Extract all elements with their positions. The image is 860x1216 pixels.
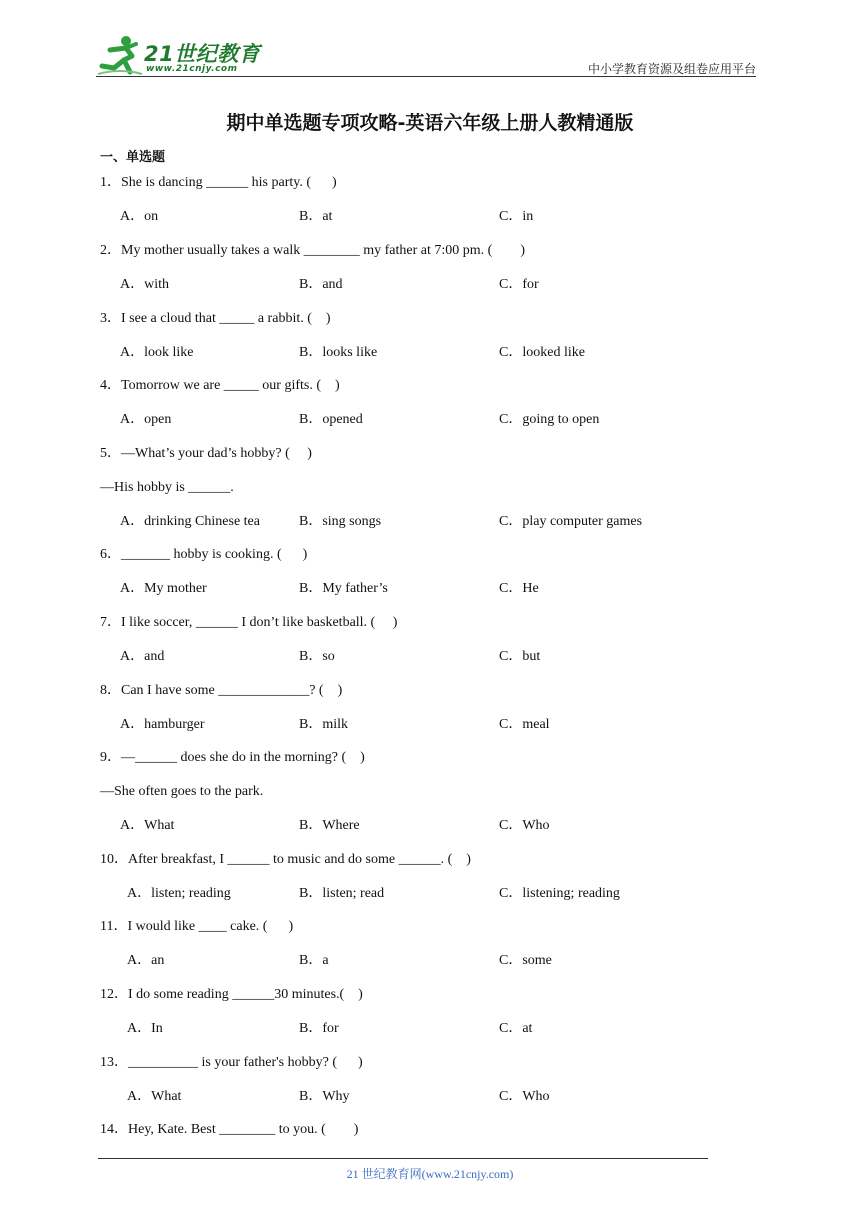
option-c: C．listening; reading — [499, 886, 620, 901]
question-stem: 8．Can I have some _____________? ( ) — [100, 683, 343, 698]
option-b: B．and — [299, 277, 343, 292]
question-stem-continued: —His hobby is ______. — [100, 480, 234, 495]
question-stem: 9．—______ does she do in the morning? ( ) — [100, 750, 365, 765]
footer-link[interactable]: 21 世纪教育网(www.21cnjy.com) — [346, 1167, 514, 1181]
site-logo — [96, 34, 266, 78]
option-c: C．but — [499, 649, 541, 664]
question-stem: 4．Tomorrow we are _____ our gifts. ( ) — [100, 378, 340, 393]
option-b: B．for — [299, 1021, 339, 1036]
option-c: C．Who — [499, 818, 550, 833]
option-b: B．Where — [299, 818, 360, 833]
option-b: B．listen; read — [299, 886, 385, 901]
logo-url: www.21cnjy.com — [146, 64, 238, 74]
footer-divider — [98, 1158, 708, 1159]
option-b: B．sing songs — [299, 514, 382, 529]
option-a: A．drinking Chinese tea — [120, 514, 260, 529]
page-title: 期中单选题专项攻略-英语六年级上册人教精通版 — [226, 112, 634, 134]
option-c: C．for — [499, 277, 539, 292]
option-c: C．Who — [499, 1089, 550, 1104]
question-stem: 2．My mother usually takes a walk ________ my father at 7:00 pm. ( ) — [100, 243, 525, 258]
question-stem: 1．She is dancing ______ his party. ( ) — [100, 175, 337, 190]
option-b: B．a — [299, 953, 329, 968]
option-b: B．opened — [299, 412, 363, 427]
option-a: A．hamburger — [120, 717, 205, 732]
question-stem: 10．After breakfast, I ______ to music and do some ______. ( ) — [100, 852, 471, 867]
option-c: C．at — [499, 1021, 533, 1036]
question-stem: 6．_______ hobby is cooking. ( ) — [100, 547, 308, 562]
option-b: B．at — [299, 209, 333, 224]
question-stem: 7．I like soccer, ______ I don’t like basketball. ( ) — [100, 615, 398, 630]
option-c: C．meal — [499, 717, 550, 732]
option-a: A．In — [127, 1021, 163, 1036]
option-a: A．What — [127, 1089, 182, 1104]
option-a: A．and — [120, 649, 165, 664]
option-c: C．some — [499, 953, 552, 968]
option-b: B．milk — [299, 717, 349, 732]
option-b: B．My father’s — [299, 581, 388, 596]
option-c: C．in — [499, 209, 534, 224]
option-a: A．on — [120, 209, 159, 224]
option-a: A．listen; reading — [127, 886, 231, 901]
header-platform-text: 中小学教育资源及组卷应用平台 — [587, 62, 756, 76]
section-heading: 一、单选题 — [100, 150, 166, 165]
option-a: A．What — [120, 818, 175, 833]
logo-text: 21世纪教育 — [144, 42, 261, 66]
option-c: C．play computer games — [499, 514, 643, 529]
question-stem-continued: —She often goes to the park. — [100, 784, 264, 799]
question-stem: 5．—What’s your dad’s hobby? ( ) — [100, 446, 312, 461]
option-a: A．an — [127, 953, 165, 968]
option-b: B．looks like — [299, 345, 378, 360]
question-stem: 3．I see a cloud that _____ a rabbit. ( ) — [100, 311, 331, 326]
option-a: A．My mother — [120, 581, 207, 596]
question-stem: 12．I do some reading ______30 minutes.( ) — [100, 987, 363, 1002]
question-stem: 11．I would like ____ cake. ( ) — [100, 919, 294, 934]
option-c: C．He — [499, 581, 539, 596]
option-b: B．Why — [299, 1089, 350, 1104]
header-divider — [96, 76, 756, 77]
page-header — [96, 30, 756, 80]
option-a: A．open — [120, 412, 172, 427]
option-c: C．looked like — [499, 345, 585, 360]
option-b: B．so — [299, 649, 335, 664]
option-c: C．going to open — [499, 412, 600, 427]
question-stem: 13．__________ is your father's hobby? ( ) — [100, 1055, 363, 1070]
option-a: A．look like — [120, 345, 194, 360]
option-a: A．with — [120, 277, 169, 292]
question-stem: 14．Hey, Kate. Best ________ to you. ( ) — [100, 1122, 359, 1137]
runner-logo-icon — [96, 34, 144, 78]
